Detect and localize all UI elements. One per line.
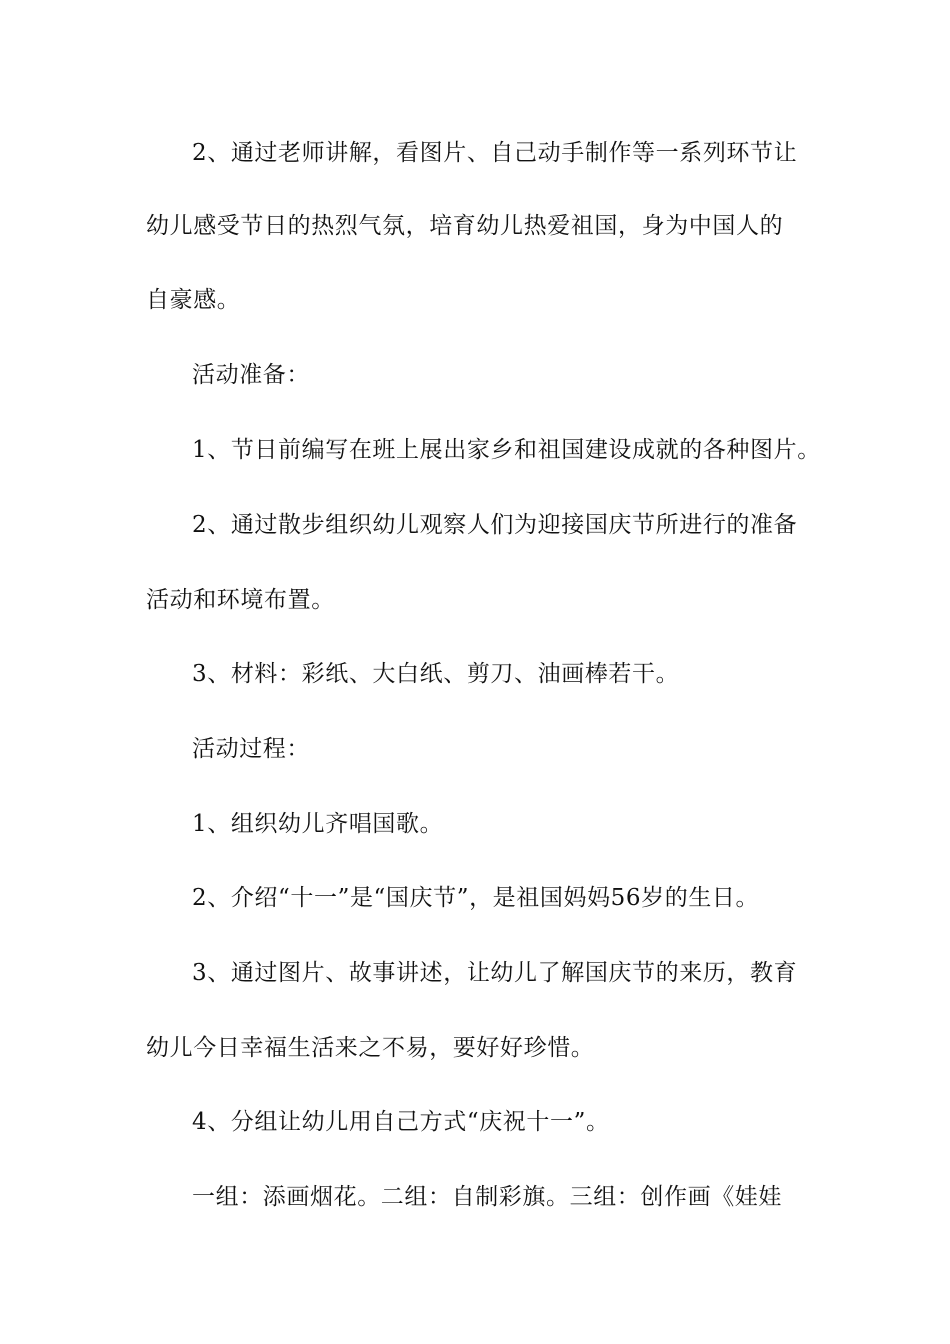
paragraph-line: 1、组织幼儿齐唱国歌。 xyxy=(192,811,444,837)
paragraph-line: 2、介绍“十一”是“国庆节”，是祖国妈妈56岁的生日。 xyxy=(192,885,760,911)
paragraph-line: 1、节日前编写在班上展出家乡和祖国建设成就的各种图片。 xyxy=(192,437,821,463)
paragraph-line: 自豪感。 xyxy=(146,287,241,313)
section-heading: 活动准备： xyxy=(192,362,310,388)
paragraph-line: 幼儿今日幸福生活来之不易，要好好珍惜。 xyxy=(146,1035,595,1061)
paragraph-line: 3、材料：彩纸、大白纸、剪刀、油画棒若干。 xyxy=(192,661,680,687)
paragraph-line: 一组：添画烟花。二组：自制彩旗。三组：创作画《娃娃 xyxy=(192,1184,782,1210)
paragraph-line: 4、分组让幼儿用自己方式“庆祝十一”。 xyxy=(192,1109,610,1135)
paragraph-line: 2、通过散步组织幼儿观察人们为迎接国庆节所进行的准备 xyxy=(192,512,798,538)
paragraph-line: 2、通过老师讲解，看图片、自己动手制作等一系列环节让 xyxy=(192,140,798,166)
section-heading: 活动过程： xyxy=(192,736,310,762)
paragraph-line: 活动和环境布置。 xyxy=(146,587,335,613)
paragraph-line: 3、通过图片、故事讲述，让幼儿了解国庆节的来历，教育 xyxy=(192,960,798,986)
paragraph-line: 幼儿感受节日的热烈气氛，培育幼儿热爱祖国，身为中国人的 xyxy=(146,213,784,239)
